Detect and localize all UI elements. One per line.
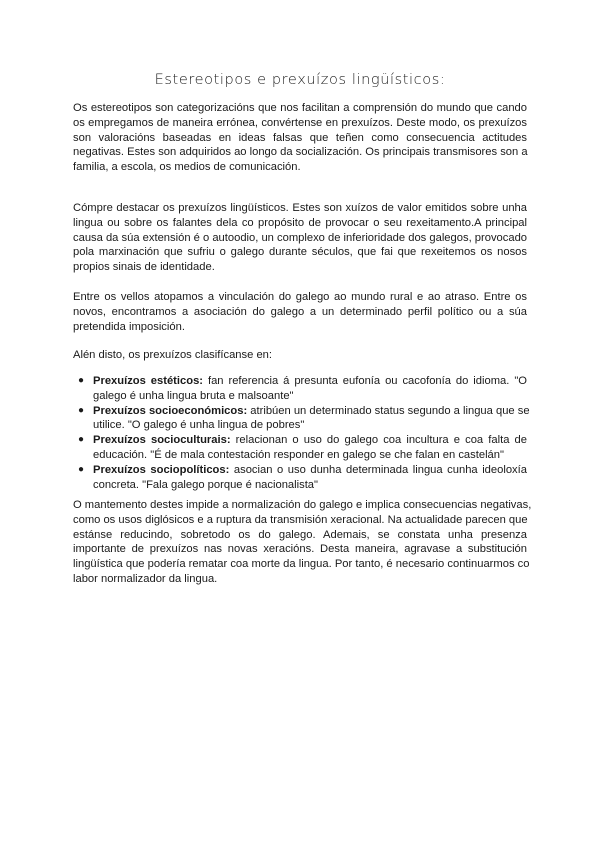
text-line: lingüística que podería rematar coa morte da lingua. Por tanto, é necesario continuarmos co [73, 558, 530, 571]
text-line: familia, a escola, os medios de comunicación. [73, 161, 301, 174]
text-line: O mantemento destes impide a normalización do galego e implica consecuencias negativas, [73, 499, 532, 511]
item-label: Prexuízos sociopolíticos: [93, 463, 230, 476]
bullet-icon: ● [78, 434, 85, 446]
paragraph-linguistic-prejudices [73, 201, 527, 275]
item-label: Prexuízos socioculturais: [93, 434, 231, 447]
text-line: novos, encontramos a asociación do galego a un determinado perfil político ou a súa [73, 305, 527, 318]
list-item [73, 374, 527, 404]
bullet-icon: ● [78, 404, 85, 416]
text-line: Cómpre destacar os prexuízos lingüísticos. Estes son xuízos de valor emitidos sobre unha [73, 202, 527, 214]
text-line: importante de prexuízos nas novas xeracións. Desta maneira, agravase a substitución [73, 543, 527, 556]
item-text: educación. "É de mala contestación responder en galego se che falan en castelán" [93, 448, 504, 461]
text-line: Os estereotipos son categorizacións que nos facilitan a comprensión do mundo que cando [73, 102, 527, 114]
text-line: lingua ou sobre os falantes dela co propósito de provocar o seu rexeitamento.A principal [73, 216, 527, 229]
text-line: causa da súa extensión é o autoodio, un complexo de inferioridade dos galegos, provocado [73, 231, 528, 244]
text-line: negativas. Estes son adquiridos ao longo da socialización. Os principais transmisores son a [73, 146, 528, 159]
list-item [73, 404, 530, 434]
text-line: labor normalizador da lingua. [73, 572, 218, 585]
text-line: Alén disto, os prexuízos clasifícanse en: [73, 349, 272, 361]
paragraph-intro [73, 101, 527, 175]
list-item [73, 463, 527, 493]
bullet-icon: ● [78, 463, 85, 475]
item-label: Prexuízos socioeconómicos: [93, 404, 248, 417]
item-text: galego é unha lingua bruta e malsoante" [93, 389, 294, 402]
item-text: asocian o uso dunha determinada lingua cunha ideoloxía [229, 463, 527, 476]
bullet-icon: ● [78, 375, 85, 386]
item-text: atribúen un determinado status segundo a lingua que se [247, 404, 530, 417]
text-line: pola marxinación que sufriu o galego durante séculos, que fai que rexeitemos os nosos [73, 246, 527, 259]
paragraph-conclusion [73, 498, 532, 587]
item-text: relacionan o uso do galego coa incultura e coa falta de [230, 434, 527, 447]
paragraph-classification [73, 348, 527, 363]
item-text: fan referencia á presunta eufonía ou cacofonía do idioma. "O [203, 375, 527, 387]
document-title: Estereotipos e prexuízos lingüísticos: [154, 72, 446, 88]
text-line: son valoracións baseadas en ideas falsas que teñen como consecuencia actitudes [73, 131, 527, 144]
text-line: estánse reducindo, sobretodo os do galego. Ademais, se constata unha presenza [73, 528, 527, 541]
item-text: concreta. "Fala galego porque é nacionalista" [93, 478, 319, 491]
list-item [73, 433, 527, 463]
text-line: propios sinais de identidade. [73, 261, 215, 274]
text-line: como os usos diglósicos e a ruptura da transmisión xeracional. Na actualidade parecen que [73, 513, 528, 526]
paragraph-old-and-young [73, 290, 527, 334]
item-text: utilice. "O galego é unha lingua de pobres" [93, 419, 305, 432]
item-label: Prexuízos estéticos: [93, 375, 204, 387]
text-line: os empregamos de maneira errónea, convértense en prexuízos. Deste modo, os prexuízos [73, 116, 527, 129]
text-line: pretendida imposición. [73, 320, 185, 333]
prejudice-types-list [73, 374, 530, 492]
text-line: Entre os vellos atopamos a vinculación do galego ao mundo rural e ao atraso. Entre os [73, 291, 527, 303]
